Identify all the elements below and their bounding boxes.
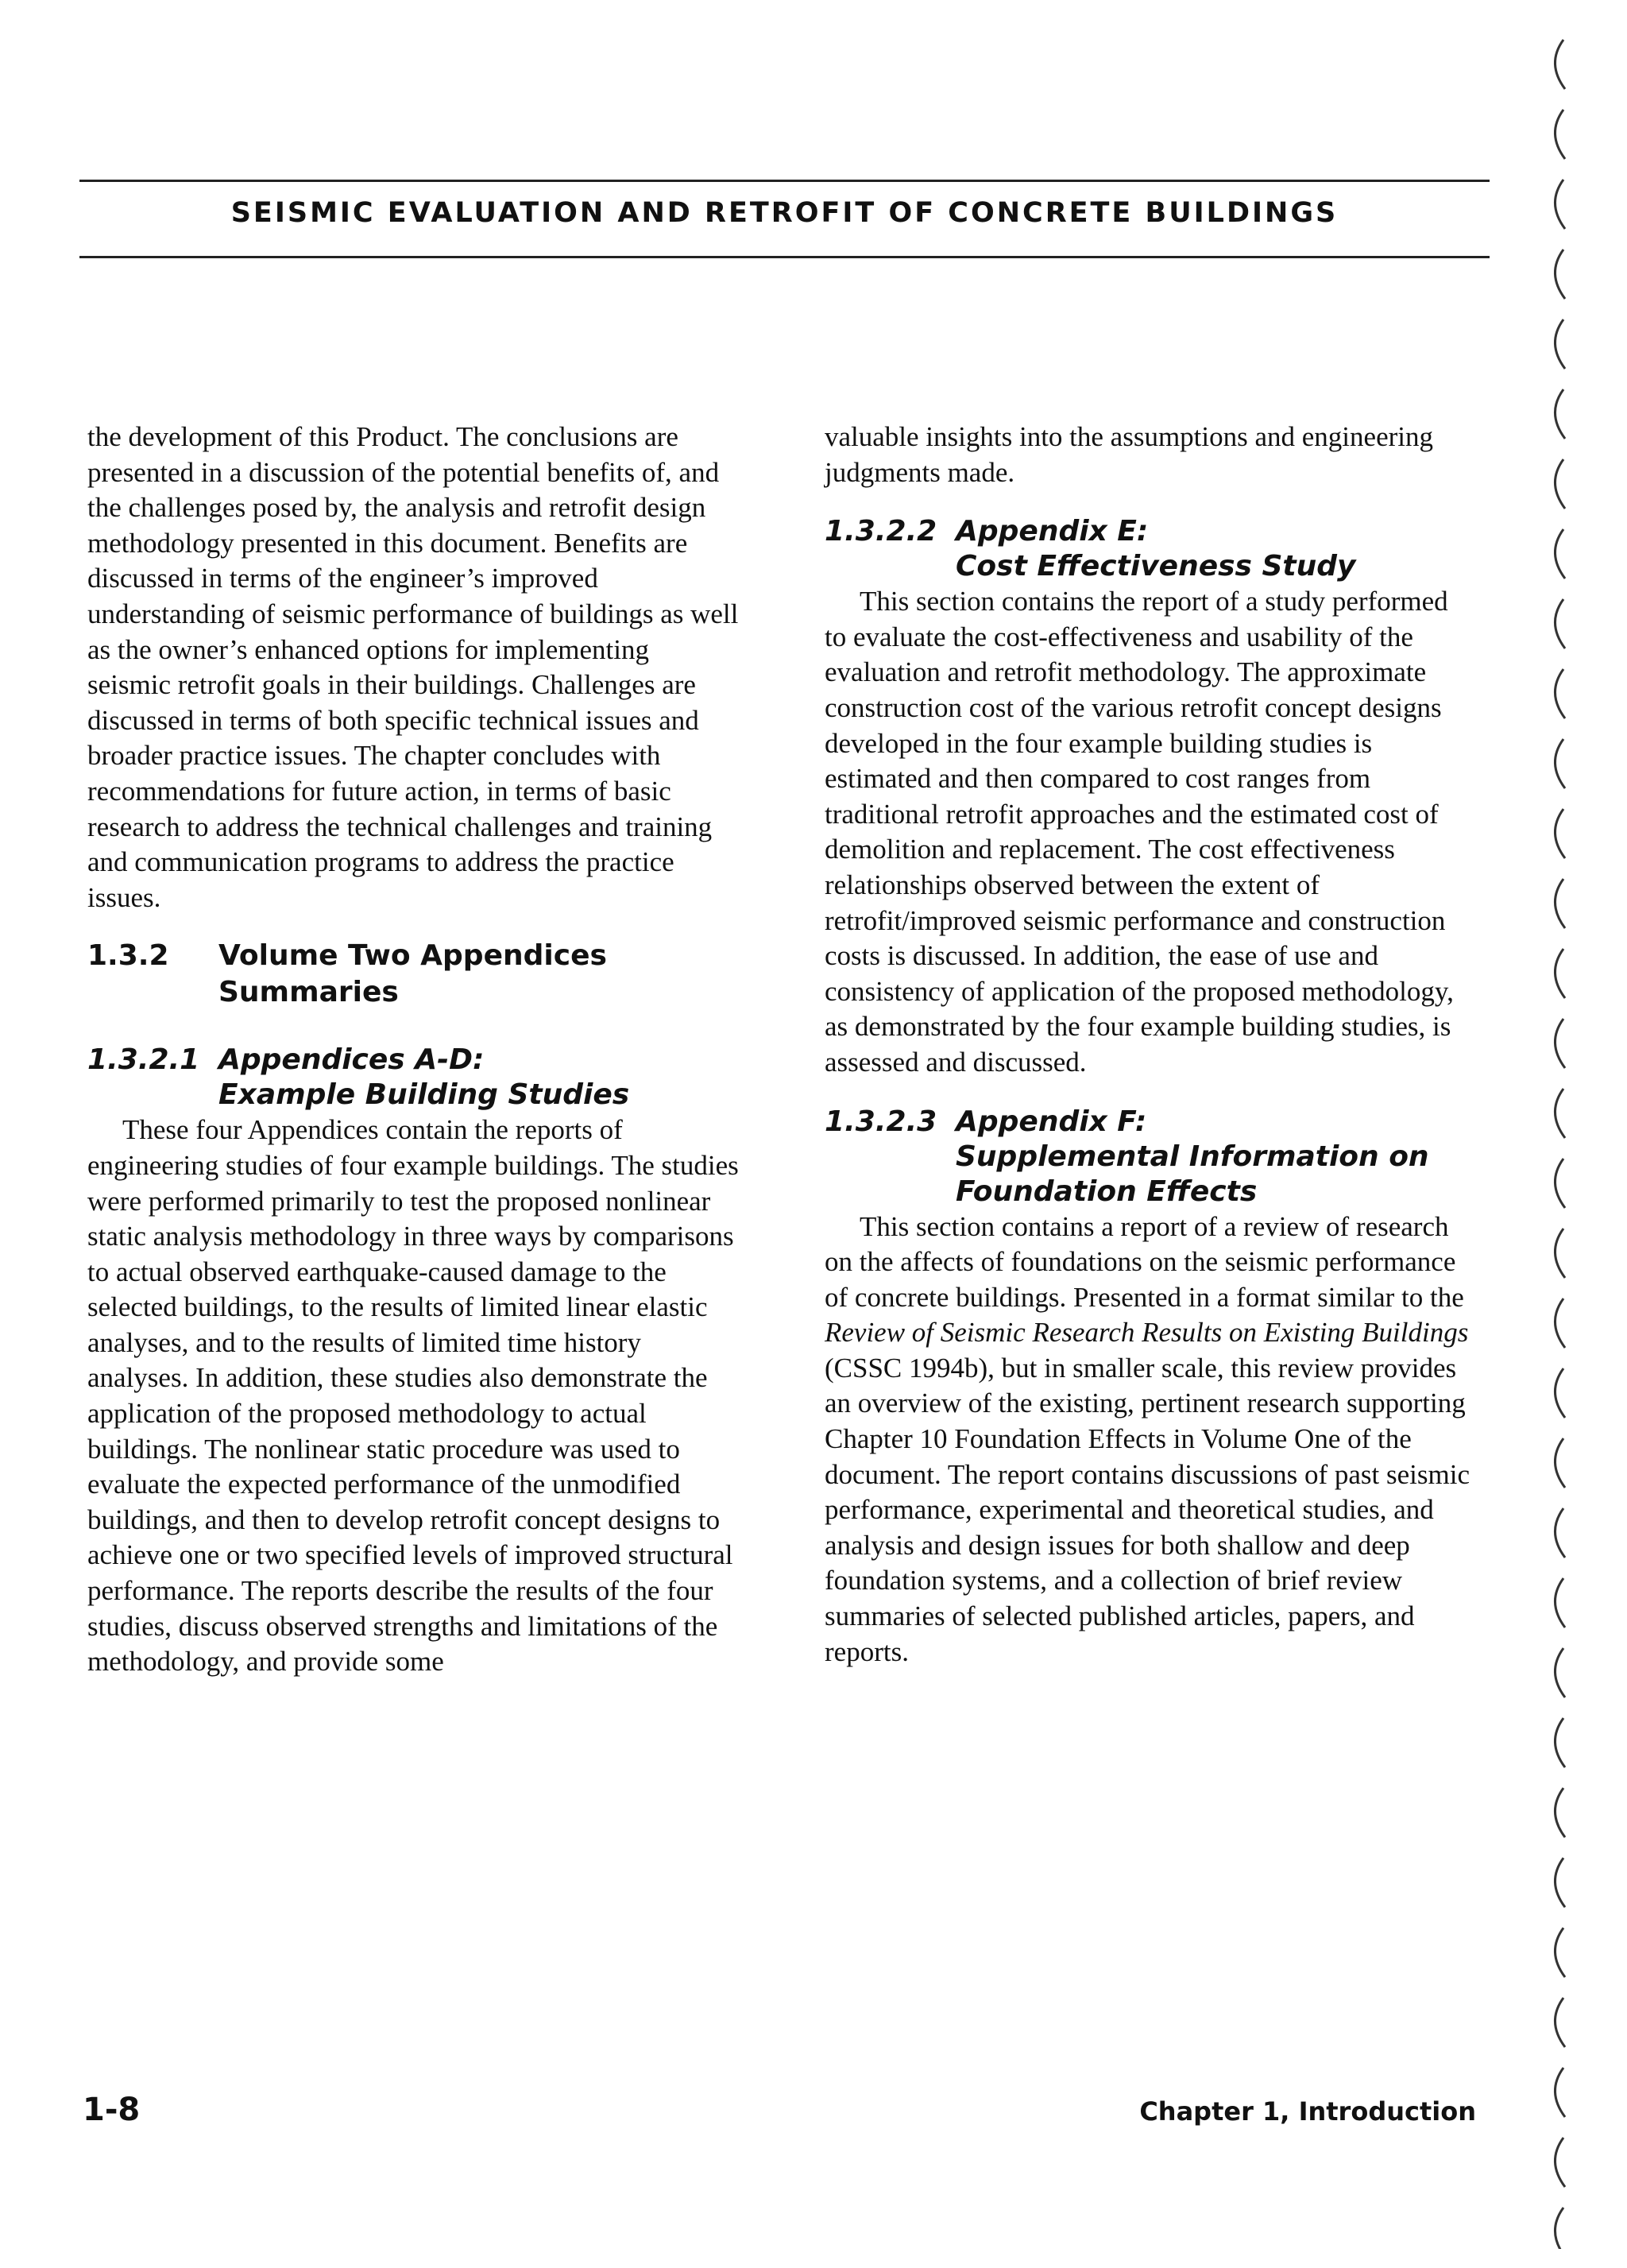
binding-coil-8 <box>1555 599 1565 648</box>
binding-coil-29 <box>1555 2068 1565 2117</box>
heading-title-line-2: Example Building Studies <box>218 1078 630 1112</box>
right-paragraph-continued: valuable insights into the assumptions and engineering judgments made. <box>825 421 1433 488</box>
binding-coil-11 <box>1555 809 1565 858</box>
binding-coil-7 <box>1555 529 1565 579</box>
binding-coil-5 <box>1555 389 1565 439</box>
binding-coil-19 <box>1555 1368 1565 1418</box>
binding-coil-23 <box>1555 1648 1565 1697</box>
heading-title <box>956 514 1476 584</box>
binding-coil-1 <box>1555 110 1565 159</box>
heading-1-3-2-1 <box>87 1043 739 1113</box>
binding-coil-21 <box>1555 1508 1565 1558</box>
heading-number: 1.3.2.2 <box>825 515 937 548</box>
binding-coil-12 <box>1555 879 1565 928</box>
appendix-f-text-b: (CSSC 1994b), but in smaller scale, this review provides an overview of the existing, pertinent research supporting Chapter 10 Foundation Effects in Volume One of the document. The report contains discussions of past seismic performance, experimental and theoretical studies, and analysis and design issues for both shallow and deep foundation systems, and a collection of brief review summaries of selected published articles, papers, and reports. <box>825 1352 1470 1667</box>
appendix-f-text-a: This section contains a report of a review of research on the affects of foundations on the seismic performance of concrete buildings. Presented in a format similar to the <box>825 1210 1464 1313</box>
binding-coil-10 <box>1555 739 1565 788</box>
binding-coil-27 <box>1555 1928 1565 1977</box>
appendices-a-d-paragraph: These four Appendices contain the reports of engineering studies of four example buildings. The studies were performed primarily to test the proposed nonlinear static analysis methodology in three ways by comparisons to actual observed earthquake-caused damage to the selected buildings, to the results of limited linear elastic analyses, and to the results of limited time history analyses. In addition, these studies also demonstrate the application of the proposed methodology to actual buildings. The nonlinear static procedure was used to evaluate the expected performance of the unmodified buildings, and then to develop retrofit concept designs to achieve one or two specified levels of improved structural performance. The reports describe the results of the four studies, discuss observed strengths and limitations of the methodology, and provide some <box>87 1114 739 1678</box>
binding-coil-16 <box>1555 1159 1565 1208</box>
left-paragraph-continued: the development of this Product. The conclusions are presented in a discussion of the potential benefits of, and the challenges posed by, the analysis and retrofit design methodology presented in this document. Benefits are discussed in terms of the engineer’s improved understanding of seismic performance of buildings as well as the owner’s enhanced options for implementing seismic retrofit goals in their buildings. Challenges are discussed in terms of both specific technical issues and broader practice issues. The chapter concludes with recommendations for future action, in terms of basic research to address the technical challenges and training and communication programs to address the practice issues. <box>87 421 739 913</box>
binding-coil-22 <box>1555 1578 1565 1627</box>
page-number: 1-8 <box>83 2092 141 2128</box>
spiral-binding <box>1541 24 1605 2249</box>
binding-coil-26 <box>1555 1858 1565 1907</box>
binding-coil-18 <box>1555 1298 1565 1348</box>
heading-1-3-2-2 <box>825 514 1476 584</box>
binding-coil-31 <box>1555 2208 1565 2249</box>
binding-coil-25 <box>1555 1788 1565 1837</box>
heading-1-3-2-3 <box>825 1105 1476 1209</box>
heading-number: 1.3.2.3 <box>825 1105 937 1138</box>
binding-coil-3 <box>1555 250 1565 299</box>
appendix-e-paragraph: This section contains the report of a study performed to evaluate the cost-effectiveness and usability of the evaluation and retrofit methodology. The approximate construction cost of the various retrofit concept designs developed in the four example building studies is estimated and then compared to cost ranges from traditional retrofit approaches and the estimated cost of demolition and replacement. The cost effectiveness relationships observed between the extent of retrofit/improved seismic performance and construction costs is discussed. In addition, the ease of use and consistency of application of the proposed methodology, as demonstrated by the four example building studies, is assessed and discussed. <box>825 586 1454 1078</box>
heading-title <box>218 1043 739 1113</box>
heading-title-line-1: Appendices A-D: <box>218 1043 485 1077</box>
binding-coil-17 <box>1555 1229 1565 1278</box>
left-column <box>87 420 739 1680</box>
binding-coil-15 <box>1555 1089 1565 1138</box>
binding-coil-30 <box>1555 2138 1565 2187</box>
binding-coil-6 <box>1555 459 1565 509</box>
binding-coil-4 <box>1555 319 1565 369</box>
binding-coil-28 <box>1555 1998 1565 2047</box>
heading-1-3-2 <box>87 938 739 1011</box>
binding-coil-13 <box>1555 949 1565 998</box>
header-rule-top <box>79 180 1490 182</box>
heading-title-line-2: Supplemental Information on Foundation Effects <box>956 1140 1429 1208</box>
binding-coil-9 <box>1555 669 1565 718</box>
heading-title-line-1: Appendix E: <box>956 515 1149 548</box>
binding-coil-14 <box>1555 1019 1565 1068</box>
heading-number: 1.3.2.1 <box>87 1043 200 1077</box>
header-rule-bottom <box>79 256 1490 258</box>
heading-number: 1.3.2 <box>87 939 169 973</box>
right-column <box>825 420 1476 1670</box>
heading-title-line-1: Appendix F: <box>956 1105 1147 1138</box>
chapter-footer: Chapter 1, Introduction <box>1139 2096 1476 2127</box>
heading-title <box>956 1105 1476 1209</box>
cited-title: Review of Seismic Research Results on Existing Buildings <box>825 1317 1469 1349</box>
binding-coil-2 <box>1555 180 1565 229</box>
heading-title-line-2: Cost Effectiveness Study <box>956 550 1356 583</box>
heading-title: Volume Two Appendices Summaries <box>218 939 607 1009</box>
binding-coil-24 <box>1555 1718 1565 1767</box>
binding-coil-0 <box>1555 40 1565 89</box>
running-head: SEISMIC EVALUATION AND RETROFIT OF CONCRETE BUILDINGS <box>230 197 1339 229</box>
binding-coil-20 <box>1555 1438 1565 1488</box>
appendix-f-paragraph <box>825 1209 1476 1670</box>
